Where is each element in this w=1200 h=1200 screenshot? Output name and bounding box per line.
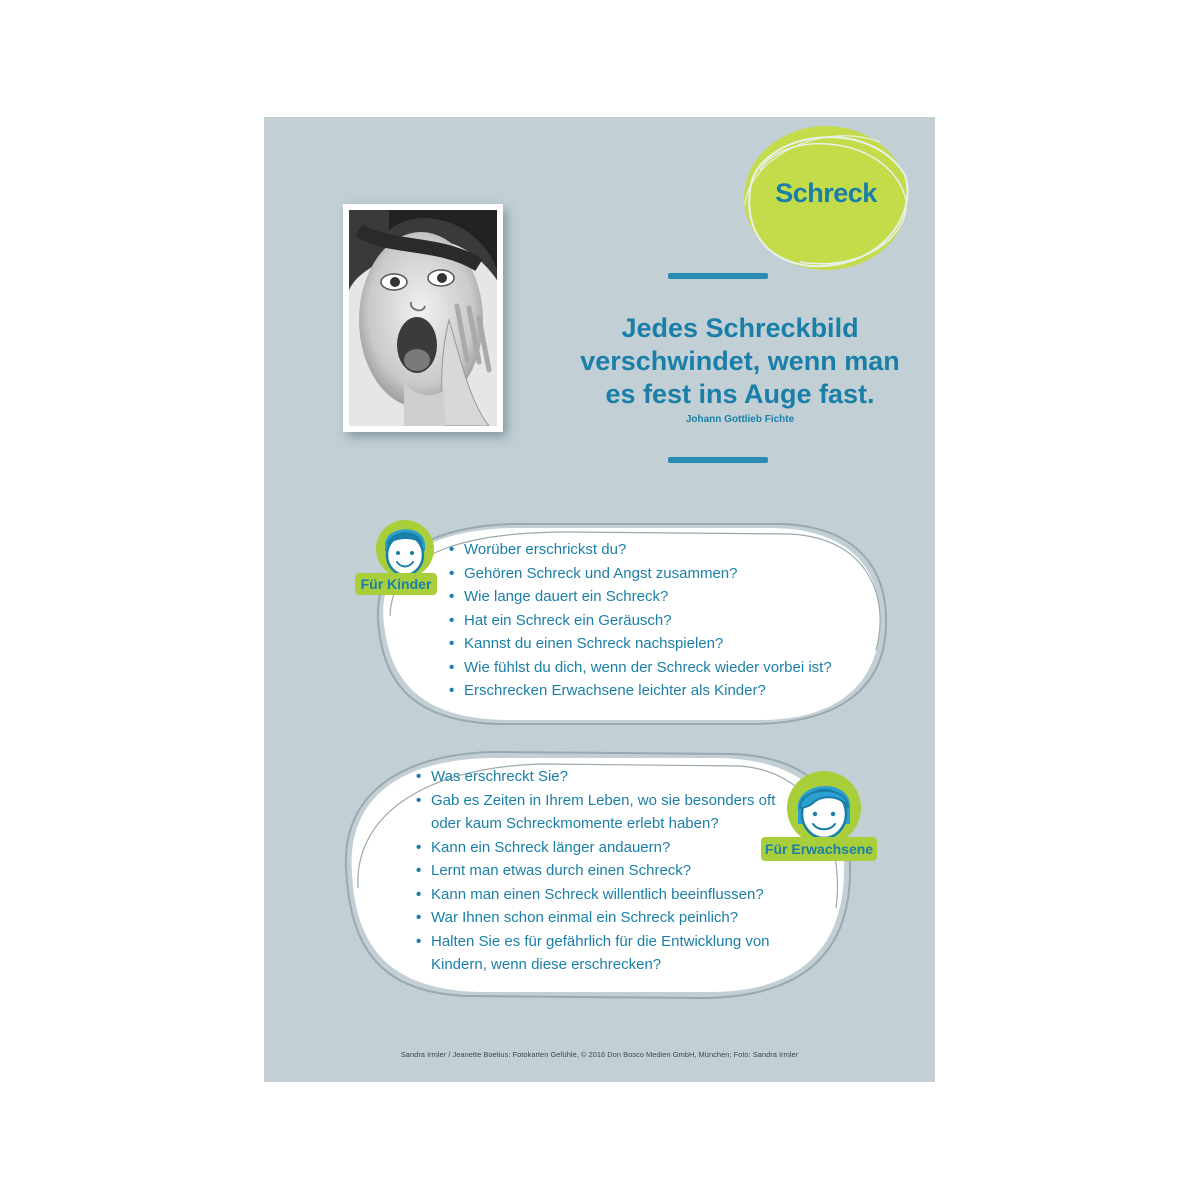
list-item: • Wie fühlst du dich, wenn der Schreck wieder vorbei ist? xyxy=(449,656,832,680)
quote-author: Johann Gottlieb Fichte xyxy=(685,414,795,425)
list-item-continuation: oder kaum Schreckmomente erlebt haben? xyxy=(431,815,719,832)
list-item: • Was erschreckt Sie? xyxy=(416,765,775,789)
list-item: • Gab es Zeiten in Ihrem Leben, wo sie besonders oft xyxy=(416,789,775,813)
card-title: Schreck xyxy=(775,178,877,208)
adults-question-list xyxy=(416,765,775,977)
child-photo xyxy=(349,210,497,426)
list-item: • Kannst du einen Schreck nachspielen? xyxy=(449,632,832,656)
list-item-continuation: Kindern, wenn diese erschrecken? xyxy=(431,956,662,973)
kids-question-list xyxy=(449,538,832,703)
photo-frame xyxy=(343,204,503,432)
quote-line-3: es fest ins Auge fast. xyxy=(605,379,875,409)
kids-badge-label: Für Kinder xyxy=(355,573,437,595)
footer-credit: Sandra Irmler / Jeanette Boetius: Fotokarten Gefühle, © 2016 Don Bosco Medien GmbH, München; Foto: Sandra Irmler xyxy=(400,1050,799,1059)
list-item: • Kann man einen Schreck willentlich beeinflussen? xyxy=(416,883,775,907)
quote-divider-bottom xyxy=(668,457,768,463)
quote-line-2: verschwindet, wenn man xyxy=(580,346,900,376)
list-item: • Wie lange dauert ein Schreck? xyxy=(449,585,832,609)
list-item: • War Ihnen schon einmal ein Schreck peinlich? xyxy=(416,906,775,930)
adults-badge-label: Für Erwachsene xyxy=(761,837,877,861)
quote-text xyxy=(560,312,920,411)
list-item: • Lernt man etwas durch einen Schreck? xyxy=(416,859,775,883)
list-item: • Worüber erschrickst du? xyxy=(449,538,832,562)
list-item: • Halten Sie es für gefährlich für die Entwicklung von xyxy=(416,930,775,954)
adult-face-icon xyxy=(784,768,864,846)
list-item: • Erschrecken Erwachsene leichter als Kinder? xyxy=(449,679,832,703)
list-item: • Gehören Schreck und Angst zusammen? xyxy=(449,562,832,586)
list-item: • Hat ein Schreck ein Geräusch? xyxy=(449,609,832,633)
quote-divider-top xyxy=(668,273,768,279)
quote-line-1: Jedes Schreckbild xyxy=(621,313,859,343)
list-item: • Kann ein Schreck länger andauern? xyxy=(416,836,775,860)
